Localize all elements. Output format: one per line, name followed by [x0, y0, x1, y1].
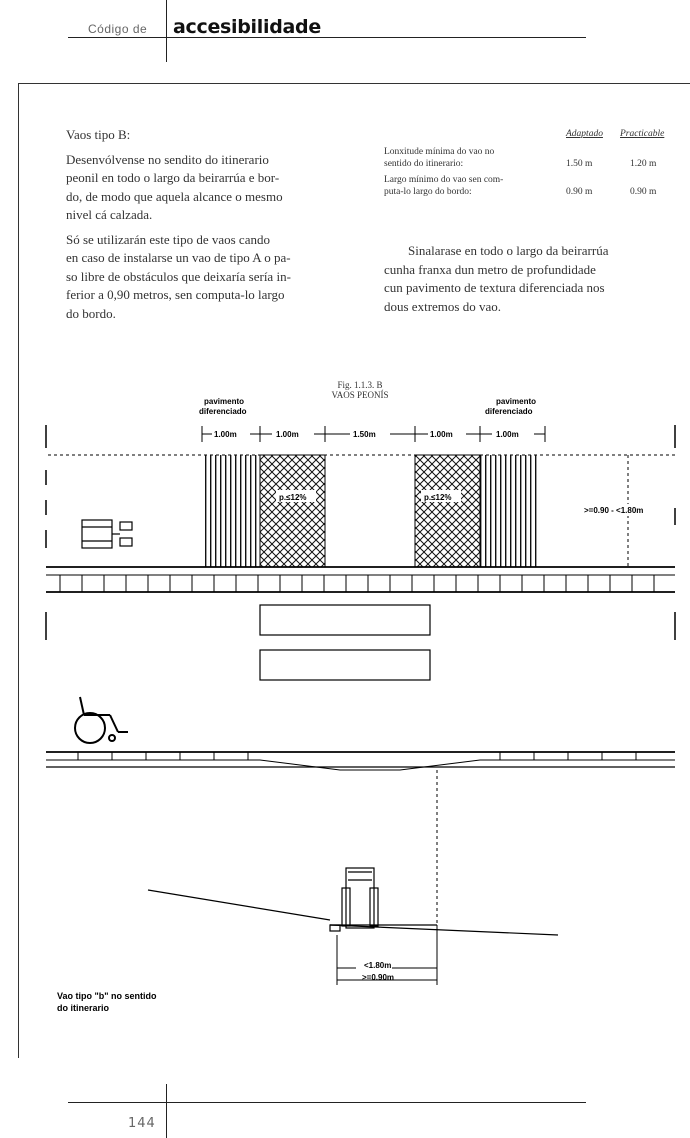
- text-line: ferior a 0,90 metros, sen computa-lo largo: [66, 287, 285, 302]
- text-line: do bordo.: [66, 305, 116, 321]
- table-row: [384, 146, 674, 174]
- ramp-hatch-right: [415, 455, 480, 567]
- dim-label: 1.00m: [430, 430, 453, 439]
- kerb-band: [46, 567, 675, 592]
- dim-label: 1.00m: [214, 430, 237, 439]
- section-dim-min: >=0.90m: [362, 973, 395, 982]
- crosswalk-bar-2: [260, 650, 430, 680]
- cell-practicable: 1.20 m: [630, 159, 657, 169]
- footer-rule: [68, 1102, 586, 1103]
- table-header: [384, 128, 674, 142]
- content-frame-top: [18, 83, 690, 84]
- dim-label: 1.00m: [496, 430, 519, 439]
- row-label-line: puta-lo largo do bordo:: [384, 187, 472, 197]
- text-line: Desenvólvense no sendito do itinerario: [66, 151, 269, 167]
- table-header-practicable: Practicable: [620, 129, 665, 139]
- dimension-table: [384, 128, 674, 202]
- right-paragraph: [384, 242, 684, 316]
- section-heading: Vaos tipo B:: [66, 127, 131, 142]
- text-line: nivel cá calzada.: [66, 207, 153, 222]
- paragraph-1: [66, 151, 346, 225]
- dim-label: 1.50m: [353, 430, 376, 439]
- slope-label-right: p.≤12%: [424, 493, 452, 502]
- crosswalk-bar-1: [260, 605, 430, 635]
- dimension-line: [202, 426, 545, 442]
- pav-label-left-2: diferenciado: [199, 407, 247, 416]
- header-subtitle: Código de: [88, 22, 148, 36]
- width-range-label: >=0.90 - <1.80m: [584, 506, 644, 515]
- pav-label-right-2: diferenciado: [485, 407, 533, 416]
- figure-title: VAOS PEONÍS: [331, 390, 389, 400]
- text-line: en caso de instalarse un vao de tipo A o pa-: [66, 250, 291, 265]
- cell-adaptado: 0.90 m: [566, 187, 593, 197]
- stripe-pavement-left: [202, 455, 260, 567]
- crossing-diagram: [0, 390, 690, 1040]
- row-label-line: Lonxitude mínima do vao no: [384, 147, 495, 157]
- text-line: cunha franxa dun metro de profundidade: [384, 261, 596, 277]
- wheelchair-side-icon: [75, 697, 128, 743]
- text-line: do, de modo que aquela alcance o mesmo: [66, 188, 283, 204]
- cell-adaptado: 1.50 m: [566, 159, 593, 169]
- stripe-pavement-right: [480, 455, 538, 567]
- text-line: so libre de obstáculos que deixaría sería in-: [66, 268, 291, 284]
- row-label-line: Largo mínimo do vao sen com-: [384, 175, 504, 185]
- cell-practicable: 0.90 m: [630, 187, 657, 197]
- text-line: Sinalarase en todo o largo da beirarrúa: [408, 243, 609, 258]
- text-line: peonil en todo o largo da beirarrúa e bor-: [66, 170, 280, 185]
- pav-label-left-1: pavimento: [204, 397, 245, 406]
- slope-label-left: p.≤12%: [279, 493, 307, 502]
- page-number: 144: [128, 1116, 156, 1131]
- kerb-blocks: [60, 575, 654, 592]
- header-vertical-rule: [166, 0, 167, 62]
- dim-label: 1.00m: [276, 430, 299, 439]
- text-line: dous extremos do vao.: [384, 298, 501, 314]
- road-profile: [46, 752, 675, 770]
- section-dim-max: <1.80m: [364, 961, 392, 970]
- pav-label-right-1: pavimento: [496, 397, 537, 406]
- text-line: Só se utilizarán este tipo de vaos cando: [66, 231, 270, 247]
- section-caption-line-1: Vao tipo "b" no sentido: [57, 991, 157, 1001]
- table-row: [384, 174, 674, 202]
- figure-number: Fig. 1.1.3. B: [337, 380, 383, 390]
- paragraph-2: [66, 231, 346, 324]
- table-header-adaptado: Adaptado: [566, 129, 603, 139]
- header-title: accesibilidade: [173, 16, 321, 38]
- footer-vertical-rule: [166, 1084, 167, 1138]
- text-line: cun pavimento de textura diferenciada nos: [384, 280, 605, 295]
- wheelchair-rear-icon: [342, 868, 378, 928]
- wheelchair-top-icon: [82, 520, 132, 548]
- row-label-line: sentido do itinerario:: [384, 159, 464, 169]
- section-caption-line-2: do itinerario: [57, 1003, 110, 1013]
- ramp-hatch-left: [260, 455, 325, 567]
- left-column: [66, 126, 346, 323]
- header-rule: [68, 37, 586, 38]
